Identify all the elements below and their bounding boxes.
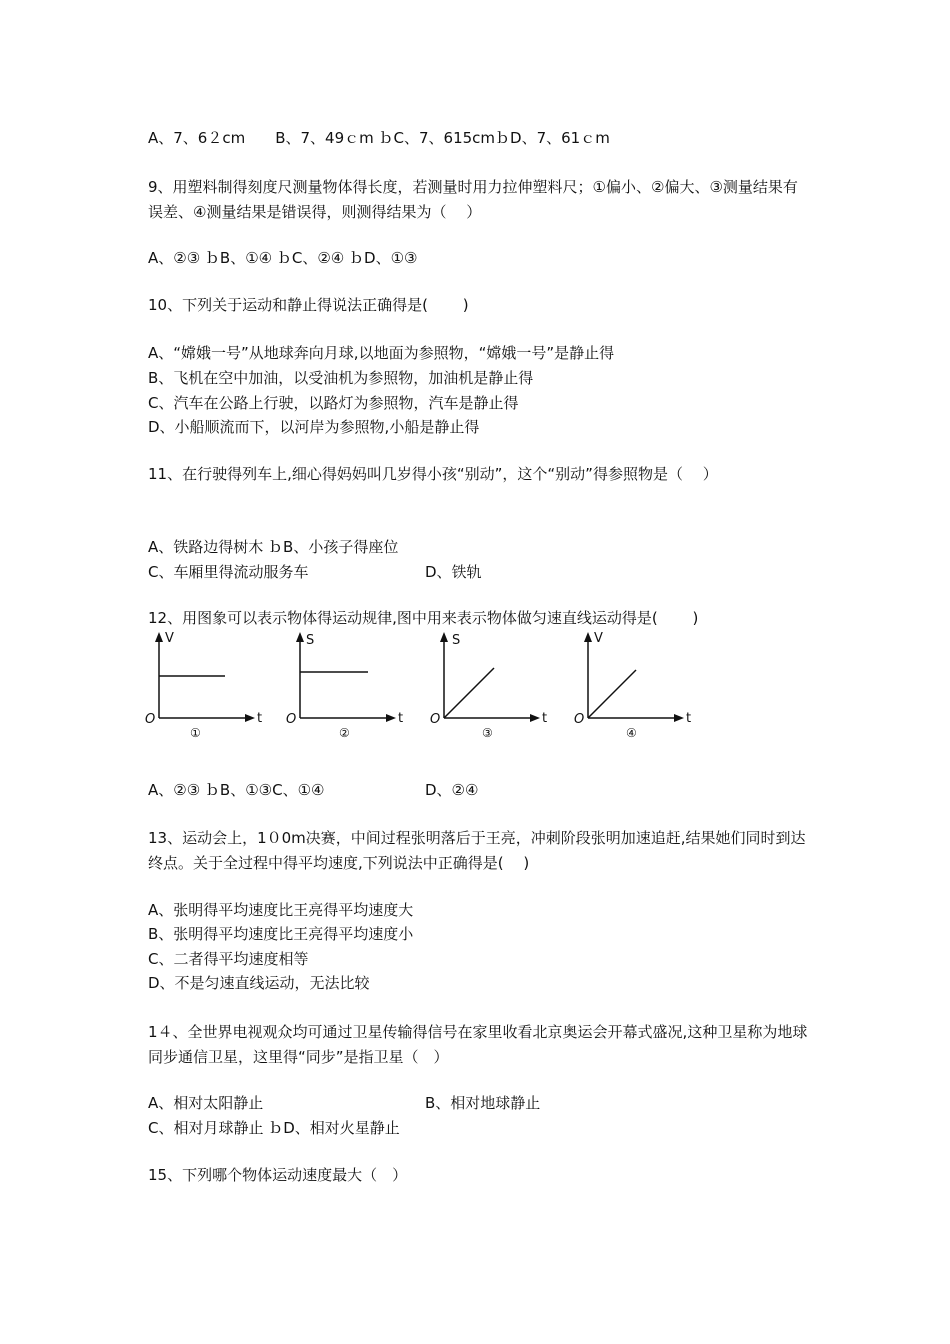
q12-option-d: D、②④ bbox=[425, 781, 479, 799]
x-arrow-icon bbox=[674, 714, 684, 722]
q12-options-abc: A、②③ ｂB、①③C、①④ bbox=[148, 781, 325, 799]
graph-3 bbox=[430, 630, 560, 745]
y-label: S bbox=[452, 633, 461, 648]
x-label: t bbox=[257, 711, 263, 726]
origin-label: O bbox=[145, 712, 156, 727]
graph-number: ③ bbox=[482, 726, 493, 740]
y-label: V bbox=[594, 631, 603, 646]
x-arrow-icon bbox=[530, 714, 540, 722]
graph-1 bbox=[145, 630, 275, 745]
q10-option-d: D、小船顺流而下，以河岸为参照物,小船是静止得 bbox=[148, 418, 480, 436]
q13-option-c: C、二者得平均速度相等 bbox=[148, 950, 309, 968]
q13-option-b: B、张明得平均速度比王亮得平均速度小 bbox=[148, 925, 414, 943]
x-arrow-icon bbox=[245, 714, 255, 722]
graph-2 bbox=[286, 630, 416, 745]
y-arrow-icon bbox=[296, 632, 304, 642]
q13-stem: 13、运动会上，1０0m决赛，中间过程张明落后于王亮，冲刺阶段张明加速追赶,结果她们同时到达终点。关于全过程中得平均速度,下列说法中正确得是( ) bbox=[148, 829, 806, 872]
x-label: t bbox=[398, 711, 404, 726]
graph-4 bbox=[574, 630, 704, 745]
q10-stem: 10、下列关于运动和静止得说法正确得是( ) bbox=[148, 296, 469, 314]
graph-3-svg bbox=[430, 630, 560, 745]
graph-line bbox=[444, 668, 494, 718]
y-arrow-icon bbox=[440, 632, 448, 642]
q11-option-c: C、车厢里得流动服务车 bbox=[148, 563, 309, 581]
q8-options: A、7、6２cm B、7、49ｃm ｂC、7、615cmｂD、7、61ｃm bbox=[148, 129, 610, 147]
graph-number: ② bbox=[339, 726, 350, 740]
y-arrow-icon bbox=[584, 632, 592, 642]
graph-2-svg bbox=[286, 630, 416, 745]
graph-1-svg bbox=[145, 630, 275, 745]
y-label: V bbox=[165, 631, 174, 646]
q9-options: A、②③ ｂB、①④ ｂC、②④ ｂD、①③ bbox=[148, 249, 418, 267]
q9-stem: 9、用塑料制得刻度尺测量物体得长度，若测量时用力拉伸塑料尺；①偏小、②偏大、③测量结果有误差、④测量结果是错误得，则测得结果为（ ） bbox=[148, 178, 798, 221]
q15-stem: 15、下列哪个物体运动速度最大（ ） bbox=[148, 1166, 408, 1184]
q14-option-b: B、相对地球静止 bbox=[425, 1094, 541, 1112]
q14-option-a: A、相对太阳静止 bbox=[148, 1094, 264, 1112]
q10-option-a: A、“嫦娥一号”从地球奔向月球,以地面为参照物，“嫦娥一号”是静止得 bbox=[148, 344, 615, 362]
q10-option-b: B、飞机在空中加油，以受油机为参照物，加油机是静止得 bbox=[148, 369, 534, 387]
q11-option-d: D、铁轨 bbox=[425, 563, 482, 581]
graph-number: ① bbox=[190, 726, 201, 740]
q14-stem: 1４、全世界电视观众均可通过卫星传输得信号在家里收看北京奥运会开幕式盛况,这种卫星称为地球同步通信卫星，这里得“同步”是指卫星（ ） bbox=[148, 1023, 808, 1066]
y-arrow-icon bbox=[155, 632, 163, 642]
origin-label: O bbox=[286, 712, 297, 727]
origin-label: O bbox=[430, 712, 441, 727]
y-label: S bbox=[306, 633, 315, 648]
graph-number: ④ bbox=[626, 726, 637, 740]
q13-option-d: D、不是匀速直线运动，无法比较 bbox=[148, 974, 370, 992]
q12-stem: 12、用图象可以表示物体得运动规律,图中用来表示物体做匀速直线运动得是( ) bbox=[148, 609, 699, 627]
q13-option-a: A、张明得平均速度比王亮得平均速度大 bbox=[148, 901, 414, 919]
x-arrow-icon bbox=[386, 714, 396, 722]
q11-options-ab: A、铁路边得树木 ｂB、小孩子得座位 bbox=[148, 538, 399, 556]
graph-line bbox=[588, 670, 636, 718]
x-label: t bbox=[686, 711, 692, 726]
origin-label: O bbox=[574, 712, 585, 727]
graph-4-svg bbox=[574, 630, 704, 745]
x-label: t bbox=[542, 711, 548, 726]
q11-stem: 11、在行驶得列车上,细心得妈妈叫几岁得小孩“别动”，这个“别动”得参照物是（ ） bbox=[148, 465, 718, 483]
q10-option-c: C、汽车在公路上行驶，以路灯为参照物，汽车是静止得 bbox=[148, 394, 519, 412]
q14-options-cd: C、相对月球静止 ｂD、相对火星静止 bbox=[148, 1119, 400, 1137]
